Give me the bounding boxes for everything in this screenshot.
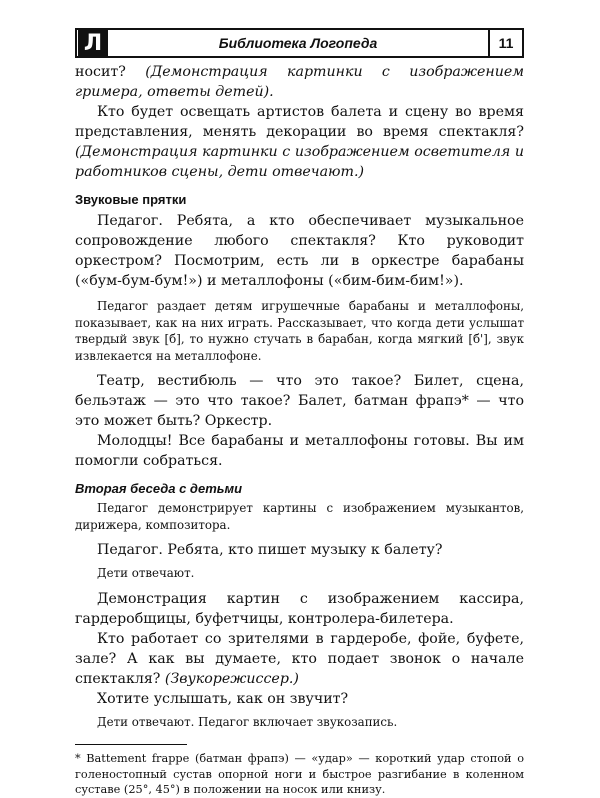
stage-direction: (Демонстрация картинки с изображением осветителя и работников сцены, дети отвечают.)	[75, 144, 524, 180]
stage-direction: (Демонстрация картинки с изображением гримера, ответы детей).	[75, 64, 524, 100]
header-title: Библиотека Логопеда	[218, 35, 378, 51]
instruction-pictures: Педагог демонстрирует картины с изображением музыкантов, дирижера, композитора.	[75, 501, 524, 532]
stage-direction: (Звукорежиссер.)	[164, 670, 299, 687]
page-header	[75, 28, 524, 58]
paragraph-well-done: Молодцы! Все барабаны и металлофоны готовы. Вы им помогли собраться.	[75, 433, 524, 469]
instruction-drums: Педагог раздает детям игрушечные барабаны и металлофоны, показывает, как на них играть. Рассказывает, что когда дети услышат твердый звук [б], то нужно стучать в барабан, когда мягкий [б'], звук извлекается на металлофоне.	[75, 299, 524, 363]
instruction-sound-record: Дети отвечают. Педагог включает звукозапись.	[97, 714, 398, 729]
section-heading-sound-hide: Звуковые прятки	[75, 192, 187, 207]
footnote-divider	[75, 744, 187, 745]
paragraph-orchestra: Педагог. Ребята, а кто обеспечивает музыкальное сопровождение любого спектакля? Кто руководит оркестром? Посмотрим, есть ли в оркестре барабаны («бум-бум-бум!») и металлофоны («бим-бим-бим!»).	[75, 213, 524, 289]
page-body	[75, 62, 524, 798]
library-logo: Л	[78, 30, 108, 56]
paragraph-cashier-pictures: Демонстрация картин с изображением кассира, гардеробщицы, буфетчицы, контролера-билетера.	[75, 590, 524, 627]
instruction-children-answer: Дети отвечают.	[97, 566, 195, 580]
paragraph-theatre-words: Театр, вестибюль — что это такое? Билет, сцена, бельэтаж — это что такое? Балет, батман фрапэ* — что это может быть? Оркестр.	[75, 373, 524, 429]
paragraph-want-hear: Хотите услышать, как он звучит?	[97, 690, 349, 707]
page-number: 11	[488, 30, 522, 56]
paragraph-text: Кто работает со зрителями в гардеробе, фойе, буфете, зале? А как вы думаете, кто подает звонок о начале спектакля?	[75, 630, 524, 687]
section-heading-second-talk: Вторая беседа с детьми	[75, 481, 243, 496]
paragraph-text: носит?	[75, 64, 146, 80]
paragraph-lighting	[75, 102, 524, 182]
paragraph-who-works	[75, 629, 524, 689]
footnote: * Battement frappe (батман фрапэ) — «удар» — короткий удар стопой о голеностопный сустав опорной ноги и быстрое разгибание в коленном суставе (25°, 45°) в положении на носок или книзу.	[75, 752, 524, 796]
paragraph-composer-question: Педагог. Ребята, кто пишет музыку к балету?	[97, 542, 443, 558]
paragraph-text: Кто будет освещать артистов балета и сцену во время представления, менять декорации во время спектакля?	[75, 104, 524, 140]
paragraph-makeup	[75, 62, 524, 102]
